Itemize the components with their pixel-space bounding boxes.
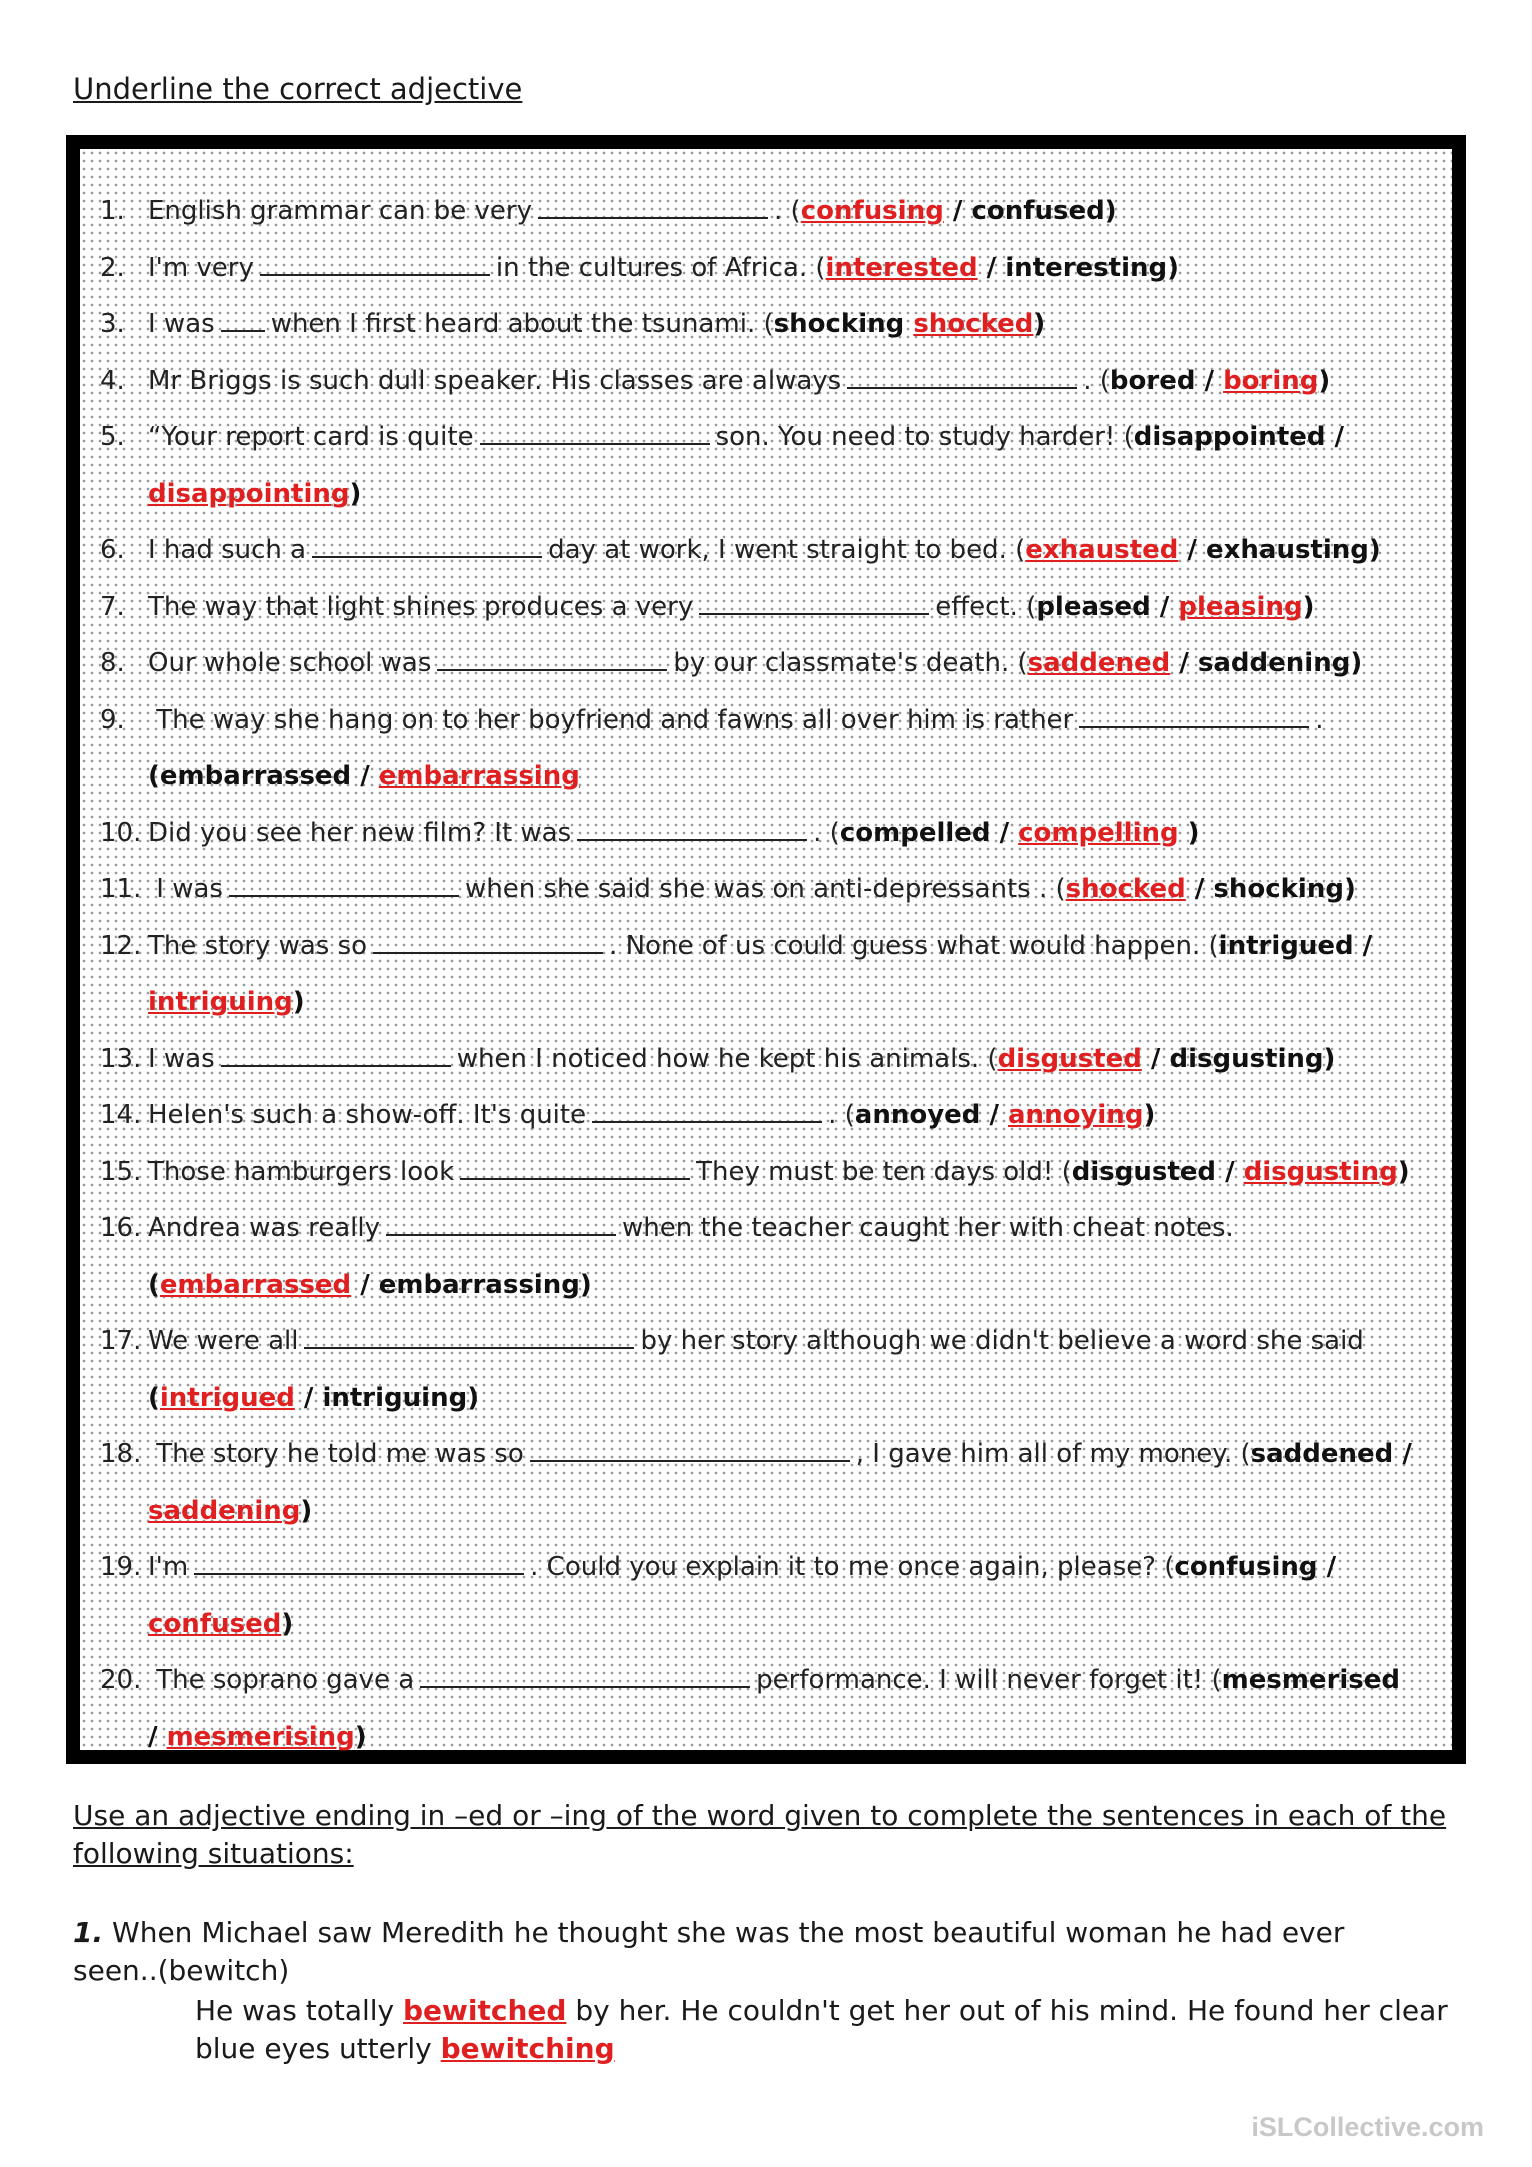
item-text-after: . None of us could guess what would happen. ( <box>609 930 1219 961</box>
item-text-before: I'm <box>148 1552 189 1582</box>
correct-option: mesmerising <box>166 1721 355 1752</box>
item-text-before: Our whole school was <box>148 648 432 678</box>
exercise-item: 19. I'm . Could you explain it to me once again, please? (confusing / <box>100 1539 1432 1596</box>
option: confusing <box>1174 1552 1318 1582</box>
correct-option: saddening <box>148 1495 301 1526</box>
exercise-item-continued: / mesmerising) <box>148 1721 367 1752</box>
exercise-item: 5. “Your report card is quite son. You need to study harder! (disappointed / <box>100 409 1432 466</box>
exercise-item: 11. I was when she said she was on anti-depressants . (shocked / shocking) <box>100 861 1432 918</box>
answer-blank[interactable] <box>437 647 667 671</box>
answer-blank[interactable] <box>460 1156 690 1180</box>
item-text-before: Helen's such a show-off. It's quite <box>148 1100 587 1130</box>
option: compelled <box>839 817 991 848</box>
correct-option: embarrassing <box>378 761 580 791</box>
exercise-item: 18. The story he told me was so , I gave him all of my money. (saddened / <box>100 1426 1432 1483</box>
item-text-after: They must be ten days old! ( <box>696 1156 1072 1187</box>
option: embarrassing <box>378 1269 580 1300</box>
item-text-after: effect. ( <box>935 591 1037 622</box>
exercise-2-title: Use an adjective ending in –ed or –ing of the word given to complete the sentences in each of the following situations: <box>73 1799 1447 1870</box>
option: exhausting <box>1205 535 1369 565</box>
item-text-after: . ( <box>774 196 801 226</box>
item-number: 9. <box>100 704 125 735</box>
exercise-1-box <box>66 135 1466 1764</box>
exercise-item-continued: (embarrassed / embarrassing <box>148 761 580 791</box>
option: disgusted <box>1071 1156 1217 1187</box>
item-text-after: . Could you explain it to me once again, please? ( <box>530 1552 1175 1582</box>
item-text-after: . ( <box>828 1100 855 1130</box>
item-text-after: . ( <box>813 817 840 848</box>
correct-option: disgusting <box>1243 1156 1398 1187</box>
item-text-after: , I gave him all of my money. ( <box>855 1439 1251 1469</box>
item-text-before: The way that light shines produces a very <box>148 591 694 622</box>
answer-blank[interactable] <box>386 1212 616 1236</box>
item-text-before: Andrea was really <box>148 1213 380 1243</box>
option: intrigued <box>1218 930 1354 961</box>
answer-blank[interactable] <box>221 1043 451 1067</box>
answer-blank[interactable] <box>480 421 710 445</box>
exercise-item <box>100 1652 1432 1709</box>
option: interesting <box>1005 252 1168 283</box>
correct-option: annoying <box>1008 1100 1144 1130</box>
exercise-item <box>100 1313 1432 1370</box>
example-prompt: When Michael saw Meredith he thought she was the most beautiful woman he had ever seen.. <box>73 1916 1345 1987</box>
item-text-before: Did you see her new film? It was <box>148 817 572 848</box>
item-text-after: when I noticed how he kept his animals. ( <box>456 1043 998 1074</box>
item-text-after: in the cultures of Africa. ( <box>495 252 826 283</box>
item-text-before: I'm very <box>148 252 254 283</box>
item-text-after: . <box>1315 704 1324 735</box>
item-text-before: English grammar can be very <box>148 196 533 226</box>
item-text-before: The soprano gave a <box>148 1665 415 1695</box>
item-number: 18. <box>100 1439 142 1469</box>
answer-blank[interactable] <box>577 817 807 841</box>
exercise-item: 2. I'm very in the cultures of Africa. (interested / interesting) <box>100 240 1432 297</box>
item-number: 1. <box>100 196 125 226</box>
correct-option: exhausted <box>1025 535 1179 565</box>
item-number: 11. <box>100 874 142 904</box>
item-text-after: son. You need to study harder! ( <box>715 422 1134 452</box>
exercise-item: 13. I was when I noticed how he kept his animals. (disgusted / disgusting) <box>100 1031 1432 1088</box>
item-number: 14. <box>100 1100 142 1130</box>
exercise-item: 10. Did you see her new film? It was . (compelled / compelling ) <box>100 805 1432 862</box>
option: confused <box>971 196 1105 226</box>
item-number: 2. <box>100 252 125 283</box>
exercise-item-continued: intriguing) <box>148 987 305 1017</box>
option: disgusting <box>1169 1043 1324 1074</box>
exercise-item-continued: (embarrassed / embarrassing) <box>148 1269 592 1300</box>
item-text-after: by her story although we didn't believe a word she said <box>640 1326 1364 1356</box>
item-text-before: I had such a <box>148 535 307 565</box>
option: embarrassed <box>159 761 352 791</box>
exercise-item: 7. The way that light shines produces a very effect. (pleased / pleasing) <box>100 579 1432 636</box>
correct-option: disappointing <box>148 478 350 509</box>
answer-blank[interactable] <box>420 1664 750 1688</box>
item-number: 13. <box>100 1043 142 1074</box>
exercise-item: 14. Helen's such a show-off. It's quite . (annoyed / annoying) <box>100 1087 1432 1144</box>
correct-option: compelling <box>1018 817 1179 848</box>
option: bored <box>1109 365 1196 396</box>
item-number: 10. <box>100 817 142 848</box>
exercise-item-continued: confused) <box>148 1608 294 1639</box>
item-text-after: when the teacher caught her with cheat notes. <box>621 1213 1234 1243</box>
item-text-before: I was <box>148 309 215 339</box>
item-text-after: day at work, I went straight to bed. ( <box>548 535 1026 565</box>
answer-blank[interactable] <box>194 1551 524 1575</box>
option: pleased <box>1036 591 1151 622</box>
item-text-after: . ( <box>1083 365 1110 396</box>
item-text-before: I was <box>148 1043 215 1074</box>
exercise-item <box>100 1200 1432 1257</box>
item-text-after: performance. I will never forget it! ( <box>756 1665 1222 1695</box>
correct-option: intriguing <box>148 987 293 1017</box>
correct-option: shocked <box>913 309 1034 339</box>
example-answer-ed: bewitched <box>403 1994 567 2027</box>
answer-blank[interactable] <box>229 873 459 897</box>
answer-blank[interactable] <box>221 308 265 332</box>
example-number: 1. <box>73 1916 104 1949</box>
answer-blank[interactable] <box>304 1325 634 1349</box>
exercise-item: 12. The story was so . None of us could guess what would happen. (intrigued / <box>100 918 1432 975</box>
item-text-before: We were all <box>148 1326 299 1356</box>
correct-option: saddened <box>1027 648 1171 678</box>
answer-blank[interactable] <box>312 534 542 558</box>
answer-blank[interactable] <box>592 1099 822 1123</box>
item-text-before: I was <box>148 874 223 904</box>
option: annoyed <box>854 1100 981 1130</box>
item-number: 5. <box>100 422 125 452</box>
item-text-before: The way she hang on to her boyfriend and fawns all over him is rather <box>148 704 1074 735</box>
exercise-2-example-answer: He was totally bewitched by her. He couldn't get her out of his mind. He found her clear blue eyes utterly bewitching <box>195 1994 1448 2065</box>
answer-blank[interactable] <box>538 195 768 219</box>
exercise-item: 8. Our whole school was by our classmate's death. (saddened / saddening) <box>100 635 1432 692</box>
exercise-1-title: Underline the correct adjective <box>73 72 523 106</box>
exercise-item-continued: (intrigued / intriguing) <box>148 1382 480 1413</box>
correct-option: confusing <box>800 196 944 226</box>
example-answer-ing: bewitching <box>440 2032 615 2065</box>
option: shocking <box>1213 874 1344 904</box>
item-text-before: The story was so <box>148 930 368 961</box>
item-number: 12. <box>100 930 142 961</box>
option: disappointed <box>1133 422 1326 452</box>
correct-option: shocked <box>1065 874 1186 904</box>
correct-option: confused <box>148 1608 282 1639</box>
answer-blank[interactable] <box>260 252 490 276</box>
answer-blank[interactable] <box>373 930 603 954</box>
exercise-item-continued: saddening) <box>148 1495 313 1526</box>
correct-option: disgusted <box>997 1043 1142 1074</box>
correct-option: intrigued <box>159 1382 295 1413</box>
answer-blank[interactable] <box>699 591 929 615</box>
correct-option: boring <box>1223 365 1319 396</box>
correct-option: embarrassed <box>159 1269 352 1300</box>
item-text-before: The story he told me was so <box>148 1439 524 1469</box>
exercise-item: 15. Those hamburgers look They must be ten days old! (disgusted / disgusting) <box>100 1144 1432 1201</box>
item-text-after: when she said she was on anti-depressants . ( <box>464 874 1066 904</box>
item-number: 7. <box>100 591 125 622</box>
option: shocking <box>773 309 905 339</box>
exercise-item: 6. I had such a day at work, I went straight to bed. (exhausted / exhausting) <box>100 522 1432 579</box>
exercise-item: 4. Mr Briggs is such dull speaker. His classes are always . (bored / boring) <box>100 353 1432 410</box>
option: mesmerised <box>1221 1665 1401 1695</box>
exercise-item-continued: disappointing) <box>148 478 362 509</box>
item-text-after: by our classmate's death. ( <box>673 648 1028 678</box>
option: intriguing <box>322 1382 468 1413</box>
exercise-item: 3. I was when I first heard about the tsunami. (shocking shocked) <box>100 296 1432 353</box>
item-number: 4. <box>100 365 125 396</box>
answer-blank[interactable] <box>847 365 1077 389</box>
item-number: 16. <box>100 1213 142 1243</box>
exercise-item: 1. English grammar can be very . (confusing / confused) <box>100 183 1432 240</box>
item-number: 3. <box>100 309 125 339</box>
example-word: (bewitch) <box>157 1954 290 1987</box>
option: saddening <box>1197 648 1351 678</box>
correct-option: pleasing <box>1178 591 1303 622</box>
item-text-before: Mr Briggs is such dull speaker. His classes are always <box>148 365 842 396</box>
correct-option: interested <box>825 252 978 283</box>
item-number: 8. <box>100 648 125 678</box>
item-number: 17. <box>100 1326 142 1356</box>
item-text-before: Those hamburgers look <box>148 1156 455 1187</box>
answer-blank[interactable] <box>1079 704 1309 728</box>
item-text-after: when I first heard about the tsunami. ( <box>270 309 774 339</box>
exercise-2-example-prompt <box>73 1914 1373 1990</box>
item-number: 19. <box>100 1552 142 1582</box>
exercise-item <box>100 692 1432 749</box>
item-number: 20. <box>100 1665 142 1695</box>
item-text-before: “Your report card is quite <box>148 422 474 452</box>
watermark: iSLCollective.com <box>1251 2112 1484 2142</box>
answer-blank[interactable] <box>530 1438 850 1462</box>
option: saddened <box>1250 1439 1394 1469</box>
item-number: 15. <box>100 1156 142 1187</box>
item-number: 6. <box>100 535 125 565</box>
